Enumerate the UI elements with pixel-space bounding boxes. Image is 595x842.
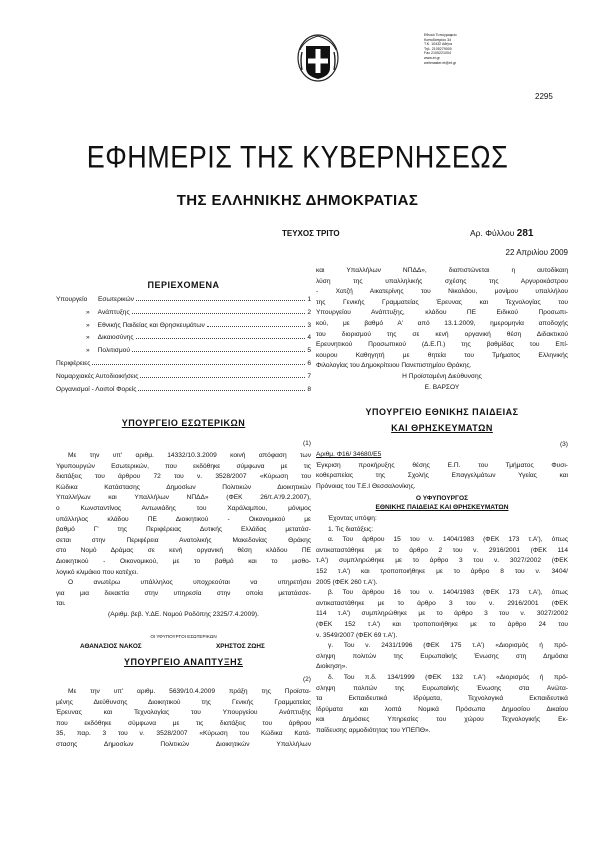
signer-name: ΧΡΗΣΤΟΣ ΖΩΗΣ xyxy=(216,643,265,650)
decision-body: Έχοντας υπόψη: 1. Τις διατάξεις: α. Του άρθρου 15 του ν. 1404/1983 (ΦΕΚ 173 τ.Α'), όπως αντικαταστάθηκε με το άρθρο 2 του ν. 2916/2001 (ΦΕΚ 114 τ.Α') συμπληρώθηκε με το άρθρο 3 του ν. 3027/2002 (ΦΕΚ 152 τ.Α') και τροποποιήθηκε με το άρθρο 8 του ν. 3404/ 2005 (ΦΕΚ 260 τ.Α'). β. Του άρθρου 16 του ν. 1404/1983 (ΦΕΚ 173 τ.Α'), όπως αντικαταστάθηκε με το άρθρο 3 του ν. 2916/2001 (ΦΕΚ 114 τ.Α') συμπληρώθηκε με το άρθρο 3 του ν. 3027/2002 (ΦΕΚ 152 τ.Α') και τροποποιήθηκε με το άρθρο 24 του ν. 3549/2007 (ΦΕΚ 69 τ.Α'). γ. Του ν. 2431/1996 (ΦΕΚ 175 τ.Α') «Διορισμός ή πρό- σληψη πολιτών της Ευρωπαϊκής Ένωσης στη Δημόσια Διοίκηση». δ. Του π.δ. 134/1999 (ΦΕΚ 132 τ.Α') «Διορισμός ή πρό- σληψη πολιτών της Ευρωπαϊκής Ένωσης στα Ανώτα- τα Εκπαιδευτικά Ιδρύματα, Τεχνολογικά Εκπαιδευτικά Ιδρύματα και λοιπά Νομικά Πρόσωπα Δημοσίου Δικαίου και Δημόσιες Υπηρεσίες του χώρου Τεχνολογικής Εκ- παίδευσης αρμοδιότητας του ΥΠΕΠΘ». xyxy=(316,515,568,734)
sheet-info xyxy=(470,228,533,239)
decision-continuation: και Υπαλλήλων ΝΠΔΔ», διαπιστώνεται η αυτοδίκαιη λύση της υπαλληλικής σχέσης της Αργυροκάστρου - Χατζή Αικατερίνης του Νικολάου, μονίμου υπαλλήλου της Γενικής Γραμματείας Έρευνας και Τεχνολογίας του Υπουργείου Ανάπτυξης, κλάδου ΠΕ Ειδικού Προσωπι- κού, με βαθμό Α' από 13.1.2009, ημερομηνία αποδοχής του διορισμού της σε κενή οργανική θέση Διδακτικού Ερευνητικού Προσωπικού (Δ.Ε.Π.) της βαθμίδας του Επί- κουρου Καθηγητή με θητεία του Τμήματος Ελληνικής Φιλολογίας του Δημοκρίτειου Πανεπιστημίου Θράκης. Η Προϊσταμένη Διεύθυνσης Ε. ΒΑΡΣΟΥ xyxy=(316,266,568,393)
minister-title: Ο ΥΦΥΠΟΥΡΓΟΣ ΕΘΝΙΚΗΣ ΠΑΙΔΕΙΑΣ ΚΑΙ ΘΡΗΣΚΕΥΜΑΤΩΝ xyxy=(375,495,509,511)
section-heading-education: ΥΠΟΥΡΓΕΙΟ ΕΘΝΙΚΗΣ ΠΑΙΔΕΙΑΣ ΚΑΙ ΘΡΗΣΚΕΥΜΑΤΩΝ xyxy=(365,407,519,433)
gazette-title: ΕΦΗΜΕΡΙΣ ΤΗΣ ΚΥΒΕΡΝΗΣΕΩΣ xyxy=(86,139,509,175)
issue-date: 22 Απριλίου 2009 xyxy=(505,248,568,257)
decision-number: (1) xyxy=(302,440,311,447)
toc-row[interactable]: Οργανισμοί - Λοιποί Φορείς 8 xyxy=(56,385,311,393)
toc-heading: ΠΕΡΙΕΧΟΜΕΝΑ xyxy=(147,280,220,290)
toc-row[interactable]: Νομαρχιακές Αυτοδιοικήσεις 7 xyxy=(56,372,311,380)
section-heading-development: ΥΠΟΥΡΓΕΙΟ ΑΝΑΠΤΥΞΗΣ xyxy=(123,657,244,667)
issue-label: ΤΕΥΧΟΣ ΤΡΙΤΟ xyxy=(282,229,340,238)
page-number: 2295 xyxy=(535,92,553,101)
section-heading-interior: ΥΠΟΥΡΓΕΙΟ ΕΣΩΤΕΡΙΚΩΝ xyxy=(121,418,246,428)
publisher-note: Εθνικό Τυπογραφείο Καποδιστρίου 34 Τ.Κ. 10432 Αθήνα Τηλ. 2105279000 Fax 2105221004 www.et.gr webmaster.et@et.gr xyxy=(424,33,457,65)
toc-row[interactable]: Περιφέρειες 6 xyxy=(56,359,311,367)
toc-row[interactable]: » Εθνικής Παιδείας και Θρησκευμάτων 3 xyxy=(86,321,311,329)
signers-label: ΟΙ ΥΦΥΠΟΥΡΓΟΙ ΕΣΩΤΕΡΙΚΩΝ xyxy=(150,634,217,639)
decision-number: (2) xyxy=(302,676,311,683)
toc-row[interactable]: » Δικαιοσύνης 4 xyxy=(86,334,311,342)
toc-row[interactable]: » Πολιτισμού 5 xyxy=(86,347,311,355)
toc-row[interactable]: Υπουργείο Εσωτερικών 1 xyxy=(56,296,311,303)
toc-row[interactable]: » Ανάπτυξης 2 xyxy=(86,308,311,316)
sheet-label: Αρ. Φύλλου xyxy=(470,228,515,238)
decision-body: Με την υπ' αριθμ. 14332/10.3.2009 κοινή απόφαση των Υφυπουργών Εσωτερικών, που εκδόθηκε σύμφωνα με τις διατάξεις του άρθρου 72 του ν. 3528/2007 «Κύρωση του Κώδικα Κατάστασης Δημοσίων Πολιτικών Διοικητικών Υπαλλήλων και Υπαλλήλων ΝΠΔΔ» (ΦΕΚ 26/τ.Α'/9.2.2007), ο Κωνσταντίνος Αντωνιάδης του Χαράλαμπου, μόνιμος υπάλληλος κλάδου ΠΕ Διοικητικού - Οικονομικού με βαθμό Γ' της Περιφέρειας Δυτικής Ελλάδας μετατάσ- σεται στην Περιφέρεια Ανατολικής Μακεδονίας Θράκης στο Νομό Δράμας σε κενή οργανική θέση κλάδου ΠΕ Διοικητικού - Οικονομικού, με το βαθμό και το μισθο- λογικό κλιμάκιο που κατέχει. Ο ανωτέρω υπάλληλος υποχρεούται να υπηρετήσει για μια δεκαετία στην υπηρεσία στην οποία μετατάσσε- ται. (Αριθμ. βεβ. Υ.ΔΕ. Νομού Ροδόπης 2325/7.4.2009). xyxy=(56,452,311,618)
signer-name: Ε. ΒΑΡΣΟΥ xyxy=(424,383,460,391)
decision-number: (3) xyxy=(559,441,568,448)
decision-reference: Αριθμ. Φ16/ 34680/Ε5 Έγκριση προκήρυξης θέσης Ε.Π. του Τμήματος Φυσι- κοθεραπείας της Σχολής Επαγγελμάτων Υγείας και Πρόνοιας του Τ.Ε.Ι Θεσσαλονίκης. xyxy=(316,451,568,490)
coat-of-arms-icon xyxy=(296,30,340,82)
signer-title: Η Προϊσταμένη Διεύθυνσης xyxy=(402,372,482,380)
toc-list xyxy=(56,296,311,398)
signer-name: ΑΘΑΝΑΣΙΟΣ ΝΑΚΟΣ xyxy=(80,643,142,650)
gazette-subtitle: ΤΗΣ ΕΛΛΗΝΙΚΗΣ ΔΗΜΟΚΡΑΤΙΑΣ xyxy=(176,192,419,209)
sheet-number: 281 xyxy=(516,228,534,239)
decision-body: Με την υπ' αριθμ. 5639/10.4.2009 πράξη της Προϊστα- μένης Διεύθυνσης Διοικητικού της Γενικής Γραμματείας Έρευνας και Τεχνολογίας του Υπουργείου Ανάπτυξης που εκδόθηκε σύμφωνα με τις διατάξεις του άρθρου 35, παρ. 3 του ν. 3528/2007 «Κύρωση του Κώδικα Κατά- στασης Δημοσίων Πολιτικών Διοικητικών Υπαλλήλων xyxy=(56,688,311,748)
